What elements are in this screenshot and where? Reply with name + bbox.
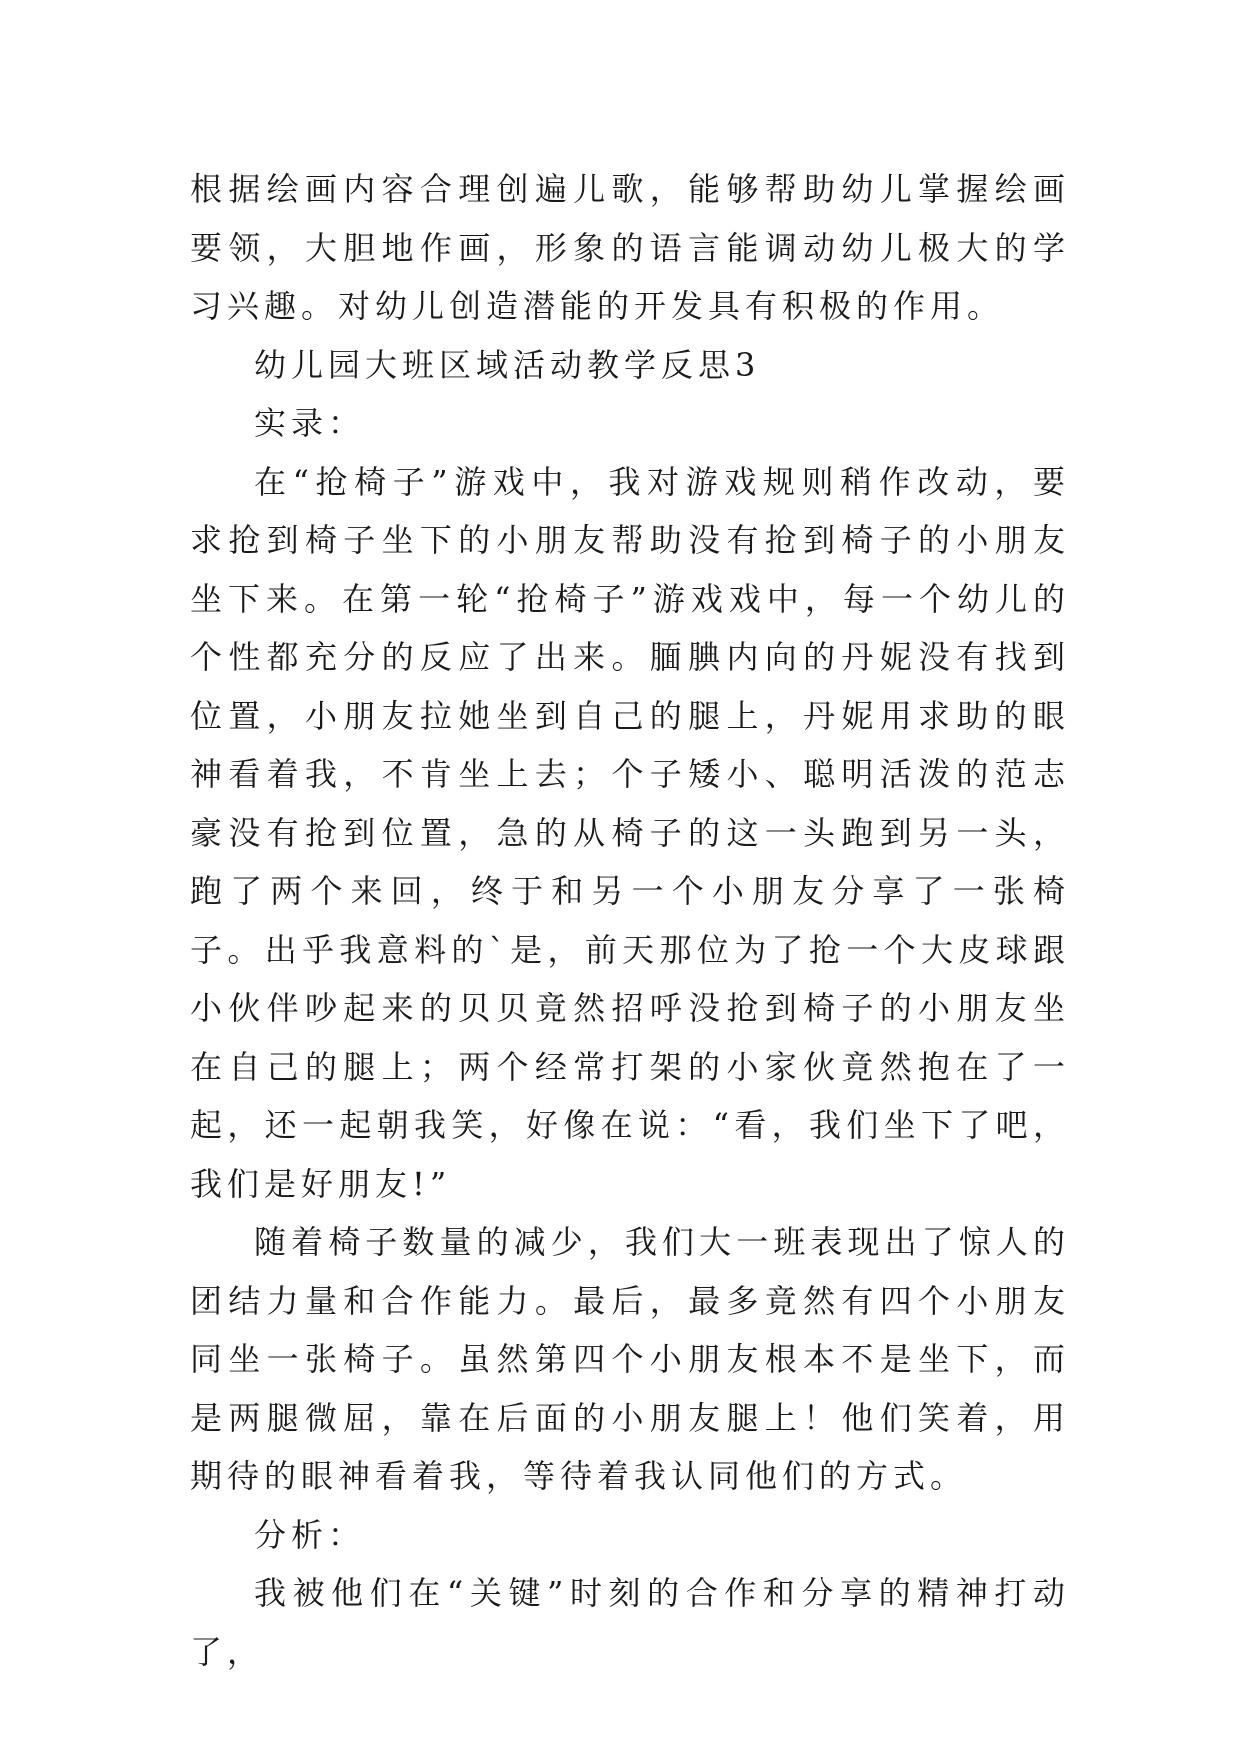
paragraph-analysis: 我被他们在“关键”时刻的合作和分享的精神打动了，: [190, 1574, 1070, 1671]
paragraph-teamwork: 随着椅子数量的减少，我们大一班表现出了惊人的团结力量和合作能力。最后，最多竟然有四个小朋友同坐一张椅子。虽然第四个小朋友根本不是坐下，而是两腿微屈，靠在后面的小朋友腿上！他们笑着，用期待的眼神看着我，等待着我认同他们的方式。: [190, 1223, 1070, 1495]
paragraph-record: 在“抢椅子”游戏中，我对游戏规则稍作改动，要求抢到椅子坐下的小朋友帮助没有抢到椅子的小朋友坐下来。在第一轮“抢椅子”游戏戏中，每一个幼儿的个性都充分的反应了出来。腼腆内向的丹妮没有找到位置，小朋友拉她坐到自己的腿上，丹妮用求助的眼神看着我，不肯坐上去；个子矮小、聪明活泼的范志豪没有抢到位置，急的从椅子的这一头跑到另一头，跑了两个来回，终于和另一个小朋友分享了一张椅子。出乎我意料的`是，前天那位为了抢一个大皮球跟小伙伴吵起来的贝贝竟然招呼没抢到椅子的小朋友坐在自己的腿上；两个经常打架的小家伙竟然抱在了一起，还一起朝我笑，好像在说：“看，我们坐下了吧，我们是好朋友!”: [190, 462, 1070, 1203]
section-title: 幼儿园大班区域活动教学反思3: [254, 345, 761, 384]
subheading-record: 实录：: [254, 404, 366, 442]
document-body: [190, 160, 1070, 1681]
paragraph-intro: 根据绘画内容合理创遍儿歌，能够帮助幼儿掌握绘画要领，大胆地作画，形象的语言能调动幼儿极大的学习兴趣。对幼儿创造潜能的开发具有积极的作用。: [190, 170, 1070, 325]
subheading-analysis: 分析：: [254, 1515, 366, 1554]
